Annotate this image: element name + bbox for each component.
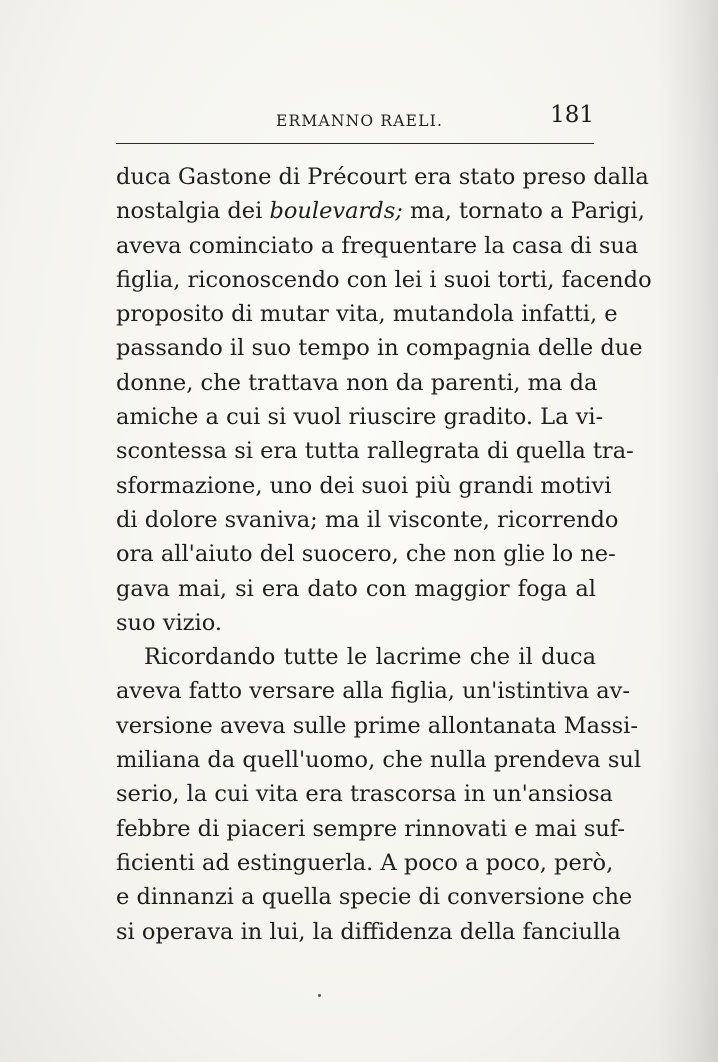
italic-word: boulevards; — [269, 198, 403, 225]
text-line: duca Gastone di Précourt era stato preso dalla — [116, 164, 649, 190]
text-line: sformazione, uno dei suoi più grandi motivi — [116, 472, 612, 499]
text-line: amiche a cui si vuol riuscire gradito. La vi- — [116, 404, 604, 431]
paper-speck — [318, 994, 321, 997]
text-line: passando il suo tempo in compagnia delle due — [116, 335, 643, 362]
text-line: ficienti ad estinguerla. A poco a poco, però, — [116, 849, 614, 876]
header-rule — [116, 143, 594, 144]
text-fragment: nostalgia dei — [116, 198, 270, 225]
text-line: aveva cominciato a frequentare la casa di sua — [116, 232, 639, 259]
text-line: di dolore svaniva; ma il visconte, ricorrendo — [116, 506, 619, 533]
text-line: gava mai, si era dato con maggior foga al — [116, 575, 596, 602]
text-line: miliana da quell'uomo, che nulla prendeva sul — [116, 747, 642, 774]
page-header — [116, 102, 596, 136]
text-line: aveva fatto versare alla figlia, un'istintiva av- — [116, 678, 630, 705]
body-text — [116, 160, 652, 949]
text-line: scontessa si era tutta rallegrata di quella tra- — [116, 438, 634, 465]
page-number: 181 — [550, 102, 594, 128]
text-fragment: ma, tornato a Parigi, — [402, 198, 645, 225]
text-line: serio, la cui vita era trascorsa in un'ansiosa — [116, 781, 613, 808]
text-line: ora all'aiuto del suocero, che non glie lo ne- — [116, 541, 616, 568]
text-line: e dinnanzi a quella specie di conversione che — [116, 884, 633, 911]
text-line: proposito di mutar vita, mutandola infatti, e — [116, 301, 618, 328]
text-line: Ricordando tutte le lacrime che il duca — [144, 644, 596, 671]
running-head: ERMANNO RAELI. — [276, 112, 444, 130]
text-line: versione aveva sulle prime allontanata Massi- — [116, 712, 638, 739]
text-line: febbre di piaceri sempre rinnovati e mai suf- — [116, 815, 626, 842]
text-line: donne, che trattava non da parenti, ma da — [116, 369, 598, 396]
text-line: figlia, riconoscendo con lei i suoi torti, facendo — [116, 266, 652, 293]
text-line — [116, 194, 645, 228]
text-line: si operava in lui, la diffidenza della fanciulla — [116, 918, 621, 945]
text-line: suo vizio. — [116, 609, 222, 636]
page-edge-shadow — [658, 0, 718, 1062]
